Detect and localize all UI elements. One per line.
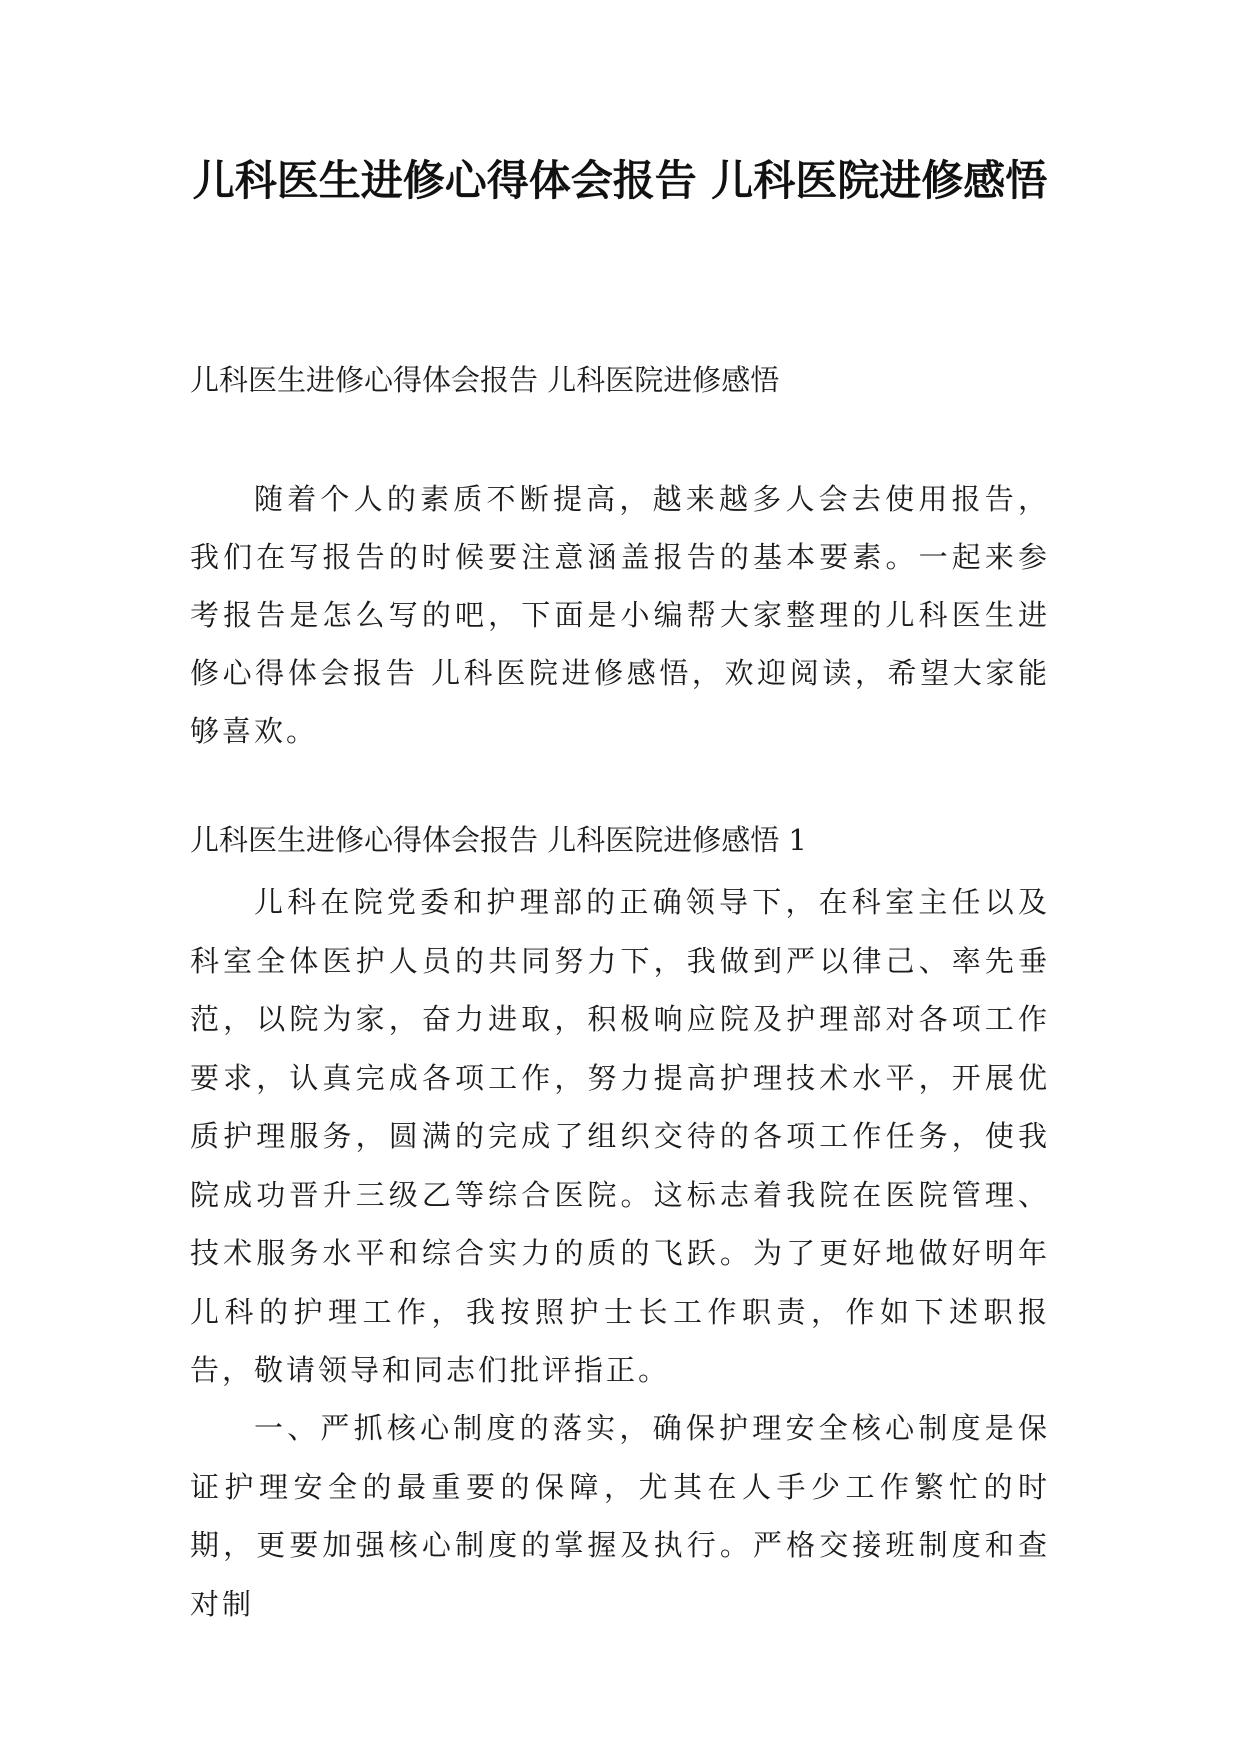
document-subtitle: 儿科医生进修心得体会报告 儿科医院进修感悟 bbox=[190, 363, 780, 397]
document-title: 儿科医生进修心得体会报告 儿科医院进修感悟 bbox=[192, 156, 1048, 205]
intro-paragraph: 随着个人的素质不断提高，越来越多人会去使用报告，我们在写报告的时候要注意涵盖报告的基本要素。一起来参考报告是怎么写的吧，下面是小编帮大家整理的儿科医生进修心得体会报告 儿科医院进修感悟，欢迎阅读，希望大家能够喜欢。 bbox=[190, 482, 1050, 748]
section-heading: 儿科医生进修心得体会报告 儿科医院进修感悟 1 bbox=[190, 823, 807, 857]
body-paragraph: 一、严抓核心制度的落实，确保护理安全核心制度是保证护理安全的最重要的保障，尤其在人手少工作繁忙的时期，更要加强核心制度的掌握及执行。严格交接班制度和查对制 bbox=[190, 1411, 1050, 1621]
body-paragraph: 儿科在院党委和护理部的正确领导下，在科室主任以及科室全体医护人员的共同努力下，我做到严以律己、率先垂范，以院为家，奋力进取，积极响应院及护理部对各项工作要求，认真完成各项工作，努力提高护理技术水平，开展优质护理服务，圆满的完成了组织交待的各项工作任务，使我院成功晋升三级乙等综合医院。这标志着我院在医院管理、技术服务水平和综合实力的质的飞跃。为了更好地做好明年儿科的护理工作，我按照护士长工作职责，作如下述职报告，敬请领导和同志们批评指正。 bbox=[190, 885, 1050, 1387]
